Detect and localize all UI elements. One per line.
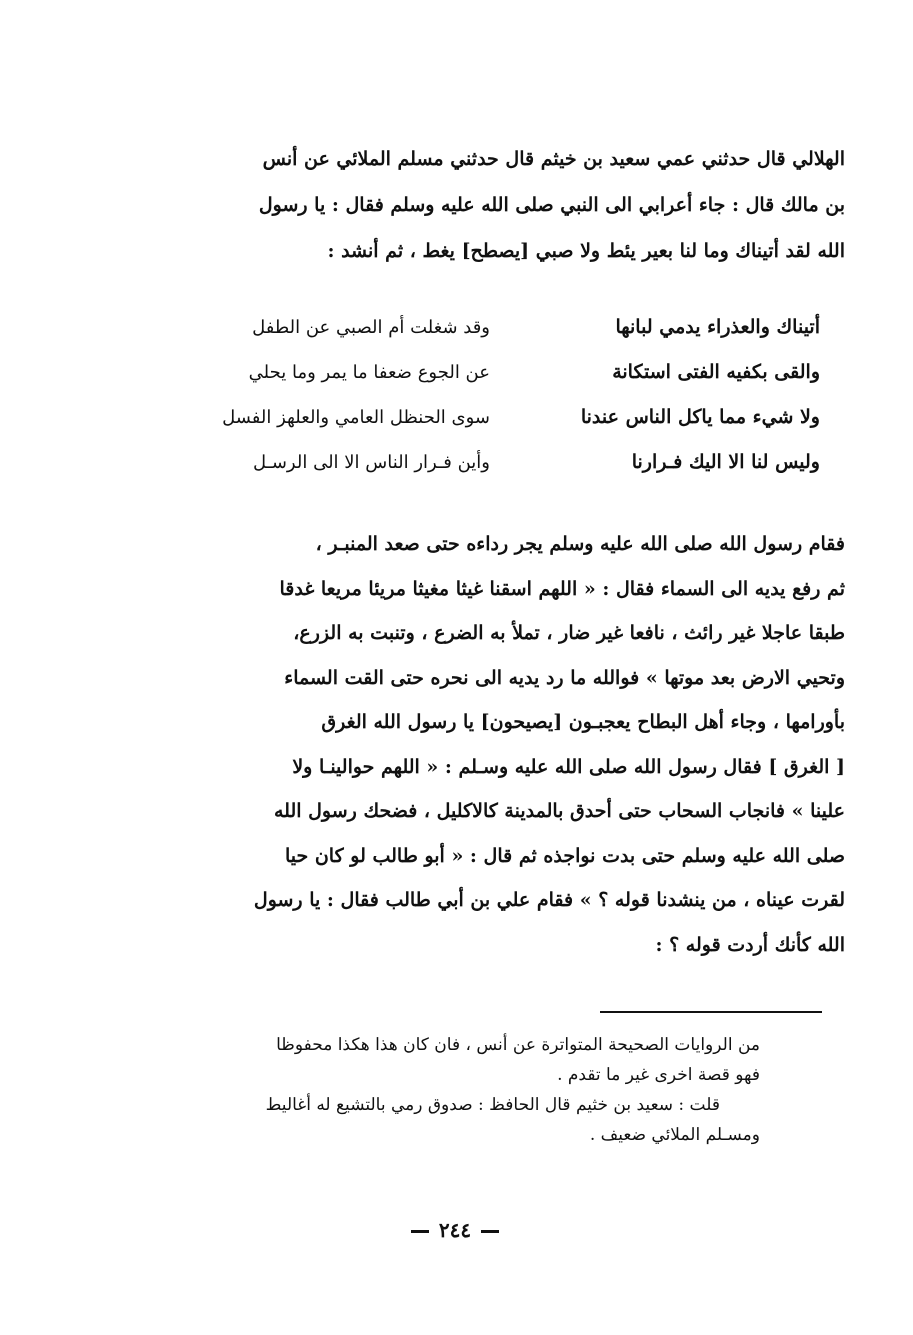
text-line: [ الغرق ] فقال رسول الله صلى الله عليه وسـلم : « اللهم حوالينـا ولا <box>292 755 845 778</box>
verse-first-hemistich: وليس لنا الا اليك فـرارنا <box>631 451 820 473</box>
page-number <box>380 1218 530 1242</box>
text-line: طبقا عاجلا غير رائث ، نافعا غير ضار ، تملأ به الضرع ، وتنبت به الزرع، <box>293 622 845 644</box>
verse-first-hemistich: ولا شيء مما ياكل الناس عندنا <box>580 406 820 428</box>
verse-second-hemistich: عن الجوع ضعفا ما يمر وما يحلي <box>248 362 490 383</box>
text-line: صلى الله عليه وسلم حتى بدت نواجذه ثم قال : « أبو طالب لو كان حيا <box>284 844 845 867</box>
text-line: ثم رفع يديه الى السماء فقال : « اللهم اسقنا غيثا مغيثا مريئا مريعا غدقا <box>279 577 845 600</box>
footnote-line: قلت : سعيد بن خثيم قال الحافظ : صدوق رمي بالتشيع له أغاليط <box>265 1095 720 1115</box>
footnote-line: ومسـلم الملائي ضعيف . <box>589 1125 760 1145</box>
poem-verse <box>150 395 820 440</box>
verse-second-hemistich: وأين فـرار الناس الا الى الرسـل <box>252 452 490 473</box>
text-line: بأورامها ، وجاء أهل البطاح يعجبـون [يصيحون] يا رسول الله الغرق <box>321 711 845 733</box>
text-line: وتحيي الارض بعد موتها » فوالله ما رد يديه الى نحره حتى القت السماء <box>284 666 845 689</box>
verse-first-hemistich: أتيناك والعذراء يدمي لبانها <box>615 316 820 338</box>
poem-verse <box>150 440 820 485</box>
text-line: فقام رسول الله صلى الله عليه وسلم يجر رداءه حتى صعد المنبـر ، <box>315 533 845 555</box>
text-line: الله كأنك أردت قوله ؟ : <box>655 933 845 956</box>
poem-block <box>150 305 820 485</box>
verse-first-hemistich: والقى بكفيه الفتى استكانة <box>612 361 820 383</box>
verse-second-hemistich: سوى الحنظل العامي والعلهز الفسل <box>222 407 490 428</box>
poem-verse <box>150 305 820 350</box>
footnote-line: من الروايات الصحيحة المتواترة عن أنس ، فان كان هذا هكذا محفوظا <box>276 1035 760 1055</box>
footnotes <box>110 1030 760 1150</box>
verse-second-hemistich: وقد شغلت أم الصبي عن الطفل <box>252 317 490 338</box>
opening-paragraph <box>130 136 845 274</box>
poem-verse <box>150 350 820 395</box>
text-line: علينا » فانجاب السحاب حتى أحدق بالمدينة كالاكليل ، فضحك رسول الله <box>273 800 845 822</box>
page-number-text: ٢٤٤ <box>438 1218 472 1242</box>
page-number-dash <box>411 1230 429 1233</box>
text-line: الله لقد أتيناك وما لنا بعير يئط ولا صبي [يصطح] يغط ، ثم أنشد : <box>327 240 845 262</box>
text-line: بن مالك قال : جاء أعرابي الى النبي صلى الله عليه وسلم فقال : يا رسول <box>258 194 845 216</box>
footnote-line: فهو قصة اخرى غير ما تقدم . <box>557 1065 760 1085</box>
main-paragraph <box>118 522 845 967</box>
text-line: لقرت عيناه ، من ينشدنا قوله ؟ » فقام علي بن أبي طالب فقال : يا رسول <box>253 889 845 911</box>
text-line: الهلالي قال حدثني عمي سعيد بن خيثم قال حدثني مسلم الملائي عن أنس <box>262 148 845 170</box>
footnote-divider <box>600 1011 822 1013</box>
page-number-dash <box>481 1230 499 1233</box>
